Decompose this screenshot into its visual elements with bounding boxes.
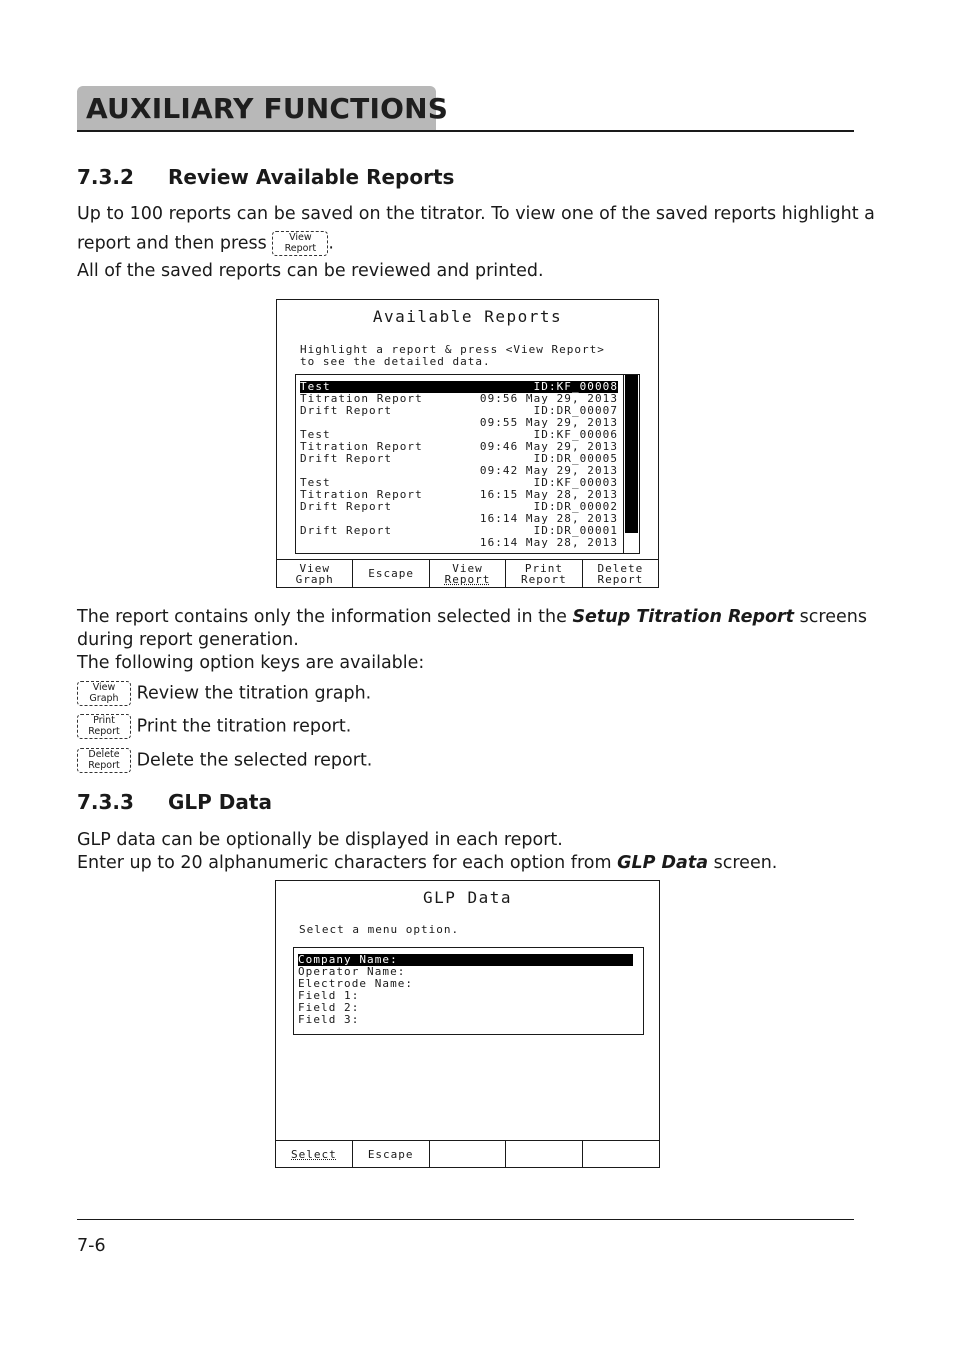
report-row[interactable] xyxy=(300,537,618,549)
page-number: 7-6 xyxy=(77,1236,106,1256)
paragraph-line xyxy=(77,606,867,629)
key-line: Report xyxy=(88,759,120,771)
report-row-title: Drift Report xyxy=(300,452,393,465)
softkey-label: View xyxy=(452,561,483,575)
section-number: 7.3.3 xyxy=(77,790,134,814)
delete-report-key xyxy=(77,748,131,773)
glp-data-screen xyxy=(275,880,660,1168)
page-header-title: AUXILIARY FUNCTIONS xyxy=(86,92,449,125)
report-row-title: Titration Report xyxy=(300,392,423,405)
paragraph-line: GLP data can be optionally be displayed in each report. xyxy=(77,830,563,850)
glp-menu-list[interactable] xyxy=(293,947,644,1035)
paragraph-text: . xyxy=(328,233,334,254)
softkey[interactable] xyxy=(277,560,352,587)
key-line: View xyxy=(289,232,312,243)
softkey[interactable] xyxy=(505,560,581,587)
glp-menu-item[interactable]: Field 1: xyxy=(298,989,360,1002)
key-line: Report xyxy=(284,242,317,254)
softkey[interactable] xyxy=(352,1141,429,1167)
softkey-label: View xyxy=(299,561,330,575)
option-item xyxy=(77,748,372,773)
paragraph-text: The report contains only the information selected in the xyxy=(77,607,567,627)
header-rule xyxy=(77,130,854,132)
softkey-label: Delete xyxy=(597,561,644,575)
glp-menu-item[interactable]: Operator Name: xyxy=(298,965,406,978)
paragraph-text: report and then press xyxy=(77,233,267,254)
screen-title: Available Reports xyxy=(372,307,563,326)
paragraph-line: Up to 100 reports can be saved on the titrator. To view one of the saved reports highlight a xyxy=(77,204,875,224)
option-item xyxy=(77,681,371,706)
softkey[interactable] xyxy=(505,1141,582,1167)
report-row-title: Test xyxy=(300,428,331,441)
glp-menu-item[interactable]: Field 3: xyxy=(298,1013,360,1026)
report-row-detail: ID:KF_00006 xyxy=(533,428,618,441)
paragraph-text: Enter up to 20 alphanumeric characters for each option from xyxy=(77,853,612,873)
scrollbar-thumb[interactable] xyxy=(625,375,638,533)
softkey-label: Report xyxy=(521,572,567,586)
paragraph-emphasis: Setup Titration Report xyxy=(572,607,795,627)
report-row-detail: ID:DR_00001 xyxy=(533,524,618,537)
section-title: GLP Data xyxy=(168,790,272,814)
report-row-title: Drift Report xyxy=(300,500,393,513)
softkey[interactable] xyxy=(429,1141,506,1167)
paragraph-text: screen. xyxy=(713,853,778,873)
softkey[interactable] xyxy=(352,560,428,587)
section-heading-7-3-2 xyxy=(77,165,454,189)
report-row-detail: 09:42 May 29, 2013 xyxy=(479,464,618,477)
report-row-detail: ID:DR_00002 xyxy=(533,500,618,513)
view-report-key xyxy=(272,231,328,256)
paragraph-line xyxy=(77,231,334,256)
report-row-detail: 09:55 May 29, 2013 xyxy=(479,416,618,429)
key-line: Print xyxy=(93,715,115,726)
report-row-detail: 16:15 May 28, 2013 xyxy=(479,488,618,501)
softkey[interactable] xyxy=(582,560,658,587)
section-title: Review Available Reports xyxy=(168,165,455,189)
report-row-title: Test xyxy=(300,476,331,489)
option-text: Delete the selected report. xyxy=(136,750,373,771)
softkey[interactable] xyxy=(582,1141,659,1167)
paragraph-emphasis: GLP Data xyxy=(617,853,709,873)
report-row-detail: 09:56 May 29, 2013 xyxy=(479,392,618,405)
softkey[interactable] xyxy=(276,1141,352,1167)
screen-instruction: Select a menu option. xyxy=(299,923,460,936)
report-row-title: Titration Report xyxy=(300,440,423,453)
softkey[interactable] xyxy=(429,560,505,587)
paragraph-line: The following option keys are available: xyxy=(77,653,425,673)
report-row-detail: ID:KF_00003 xyxy=(533,476,618,489)
reports-list[interactable] xyxy=(295,374,640,554)
softkey-label: Report xyxy=(444,572,491,586)
softkey-label: Graph xyxy=(295,572,334,586)
key-line: Report xyxy=(88,725,120,737)
option-text: Review the titration graph. xyxy=(136,683,372,704)
paragraph-line: All of the saved reports can be reviewed and printed. xyxy=(77,261,544,281)
available-reports-screen xyxy=(276,299,659,588)
report-row-detail: ID:DR_00005 xyxy=(533,452,618,465)
report-row-detail: ID:DR_00007 xyxy=(533,404,618,417)
option-text: Print the titration report. xyxy=(136,716,352,737)
print-report-key xyxy=(77,714,131,739)
glp-menu-item[interactable]: Company Name: xyxy=(298,954,633,966)
report-row-title: Drift Report xyxy=(300,404,393,417)
screen-title: GLP Data xyxy=(422,888,513,907)
section-heading-7-3-3 xyxy=(77,790,272,814)
screen-instruction: to see the detailed data. xyxy=(300,355,491,368)
report-row-detail: 16:14 May 28, 2013 xyxy=(479,536,618,549)
key-line: View xyxy=(92,682,116,693)
glp-menu-item[interactable]: Electrode Name: xyxy=(298,977,414,990)
softkey-label: Select xyxy=(291,1147,337,1161)
report-row-title: Drift Report xyxy=(300,524,393,537)
softkey-label: Report xyxy=(597,572,644,586)
footer-rule xyxy=(77,1219,854,1220)
scrollbar[interactable] xyxy=(623,375,639,553)
paragraph-line: during report generation. xyxy=(77,630,299,650)
report-row-detail: 16:14 May 28, 2013 xyxy=(479,512,618,525)
paragraph-line xyxy=(77,852,777,875)
softkey-label: Escape xyxy=(367,1147,414,1161)
view-graph-key xyxy=(77,681,131,706)
report-row-title: Titration Report xyxy=(300,488,423,501)
report-row-detail: 09:46 May 29, 2013 xyxy=(479,440,618,453)
softkey-bar xyxy=(277,559,658,587)
report-row-title: Test xyxy=(300,380,331,393)
glp-menu-item[interactable]: Field 2: xyxy=(298,1001,360,1014)
softkey-label: Print xyxy=(524,561,563,575)
key-line: Graph xyxy=(89,692,119,704)
section-number: 7.3.2 xyxy=(77,165,134,189)
softkey-bar xyxy=(276,1140,659,1167)
paragraph-text: screens xyxy=(799,607,867,627)
report-row-detail: ID:KF_00008 xyxy=(533,380,618,393)
option-item xyxy=(77,714,351,739)
screen-instruction: Highlight a report & press <View Report> xyxy=(300,343,605,356)
softkey-label: Escape xyxy=(368,567,414,580)
key-line: Delete xyxy=(88,749,120,760)
